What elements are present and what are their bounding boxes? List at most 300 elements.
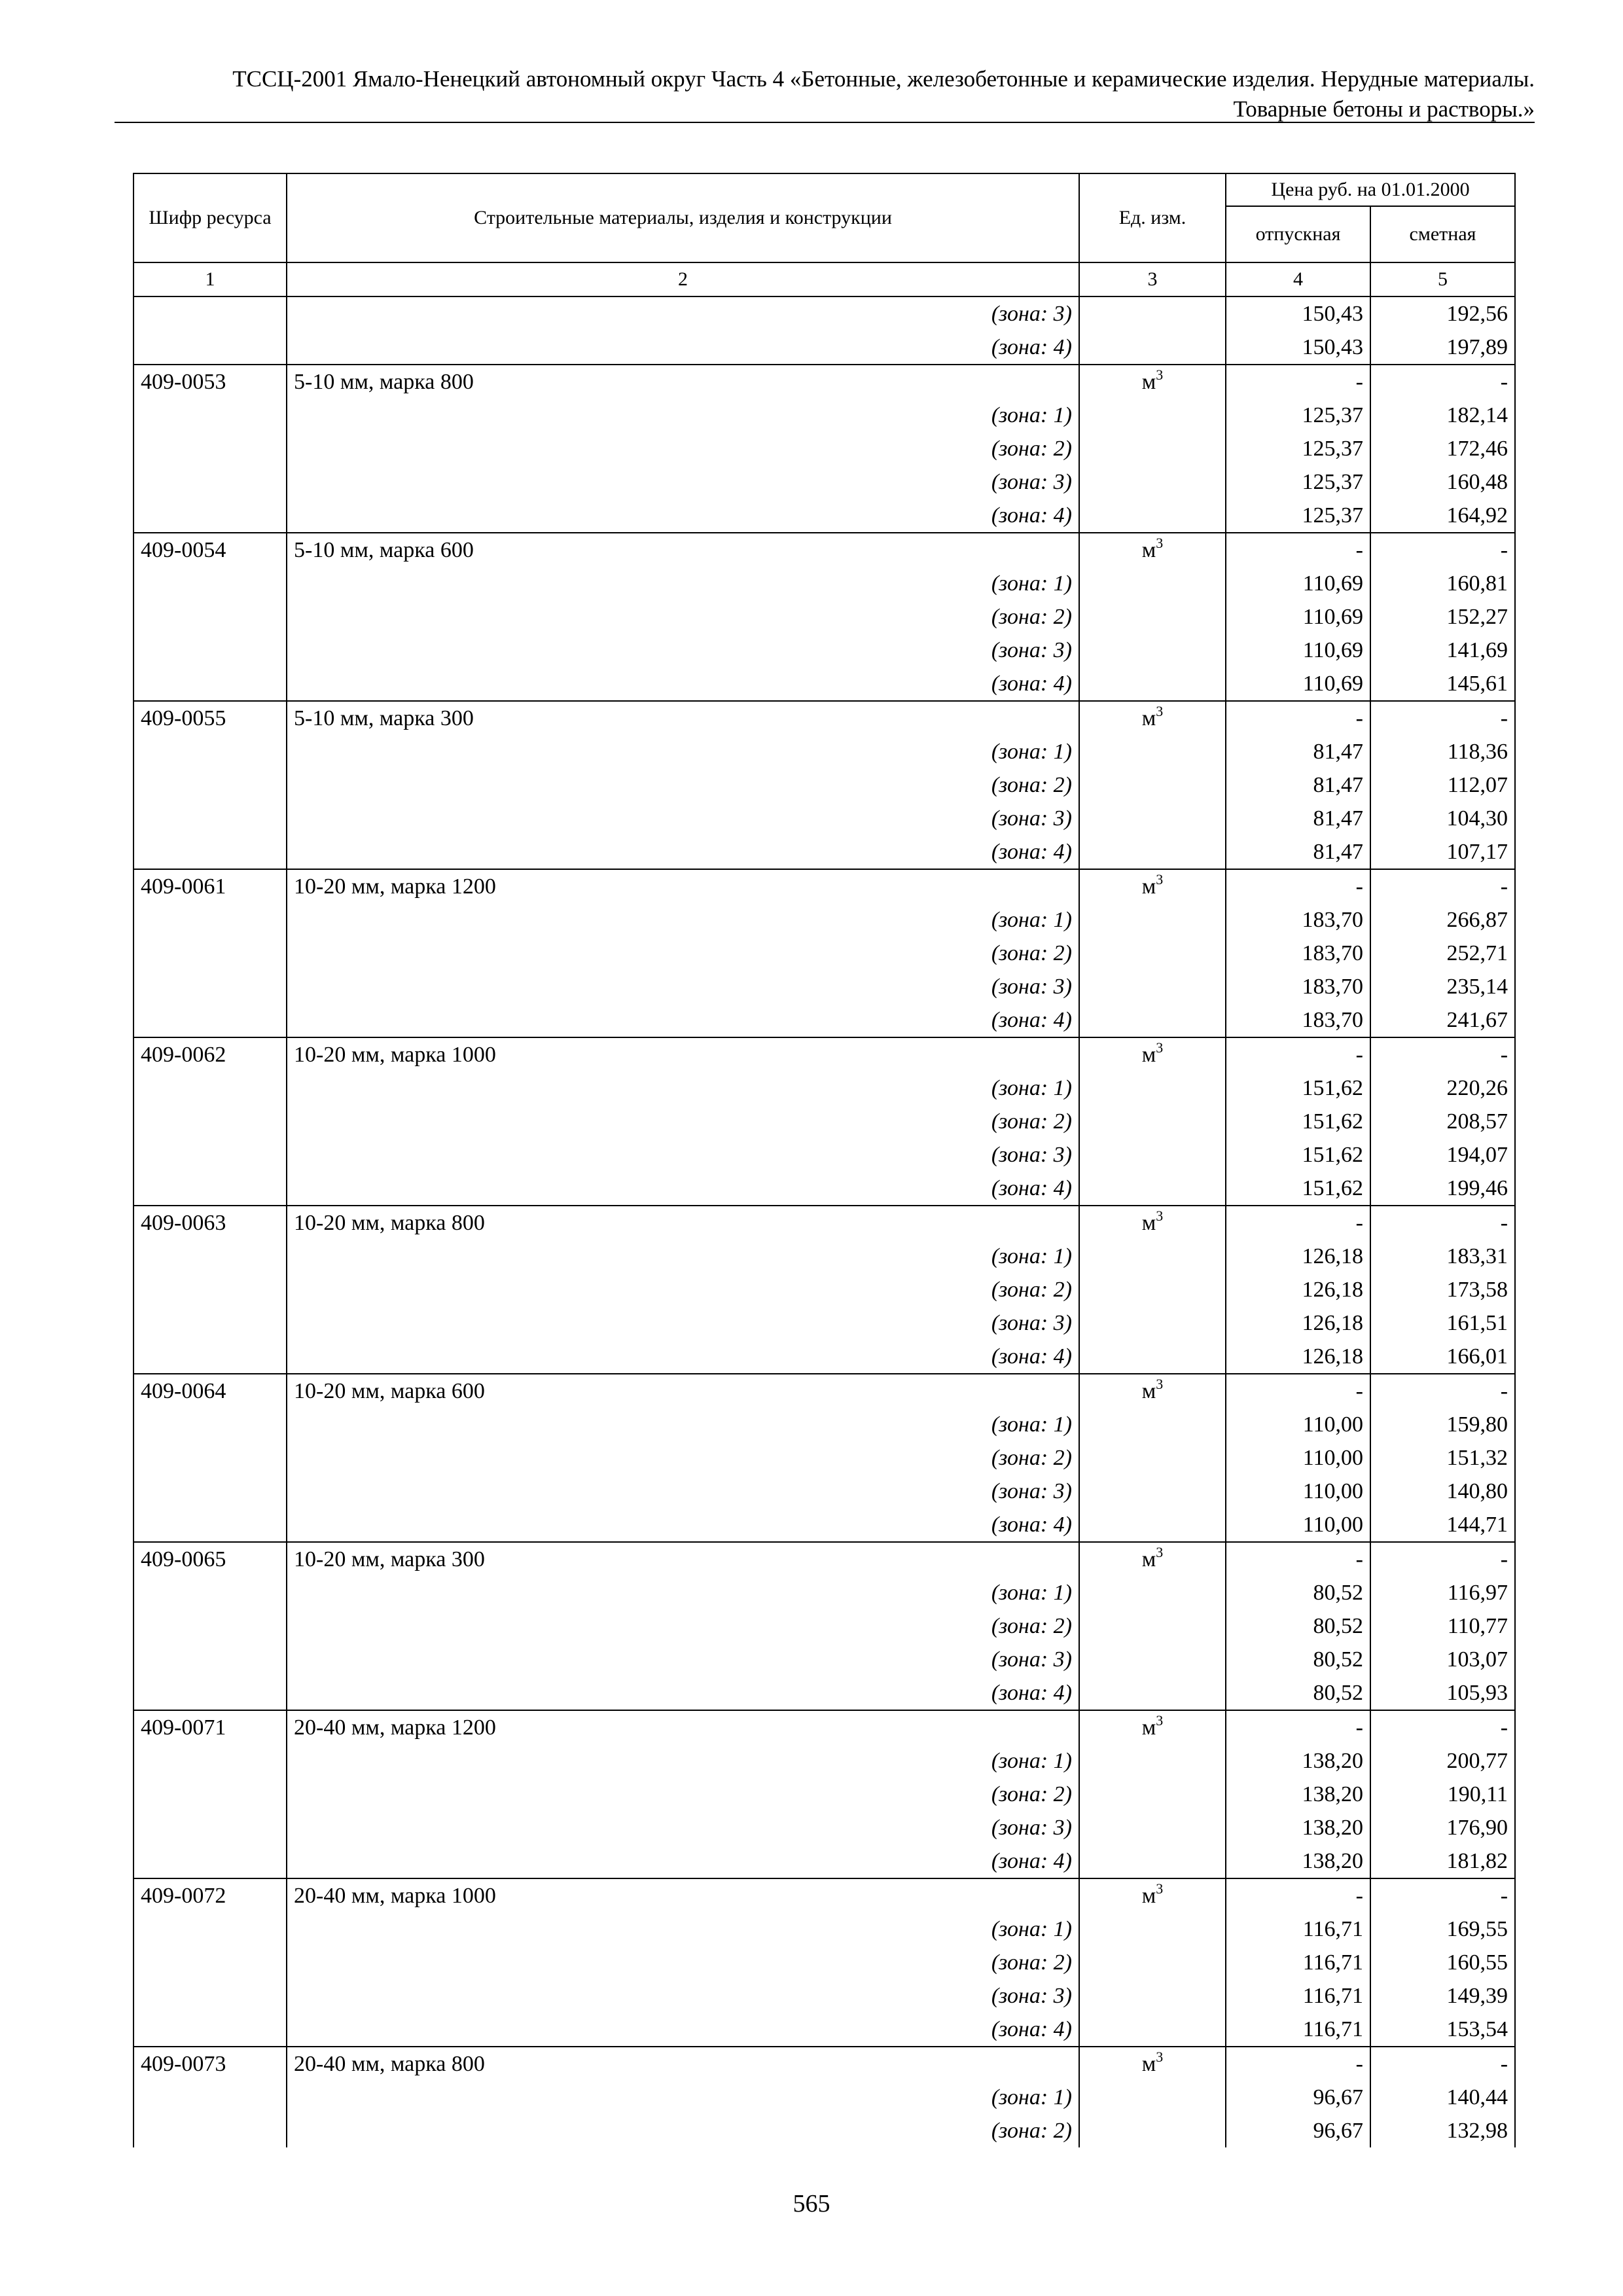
material-name: 5-10 мм, марка 300 xyxy=(287,701,1079,735)
table-row xyxy=(134,1037,1515,1071)
release-price: 96,67 xyxy=(1226,2114,1370,2147)
resource-code-cell xyxy=(134,937,287,970)
material-name: 10-20 мм, марка 600 xyxy=(287,1374,1079,1408)
release-price: 151,62 xyxy=(1226,1071,1370,1105)
zone-label: (зона: 1) xyxy=(287,399,1079,432)
material-name: 20-40 мм, марка 1200 xyxy=(287,1710,1079,1744)
resource-code-cell xyxy=(134,1273,287,1306)
release-price: 183,70 xyxy=(1226,970,1370,1003)
release-price: 110,69 xyxy=(1226,600,1370,634)
table-row xyxy=(134,1643,1515,1676)
zone-label: (зона: 2) xyxy=(287,937,1079,970)
unit-exponent: 3 xyxy=(1156,1039,1164,1056)
resource-code: 409-0061 xyxy=(134,869,287,903)
release-price: 138,20 xyxy=(1226,1744,1370,1778)
resource-code-cell xyxy=(134,1172,287,1206)
material-name: 10-20 мм, марка 1000 xyxy=(287,1037,1079,1071)
zone-label: (зона: 2) xyxy=(287,2114,1079,2147)
release-price: - xyxy=(1226,1878,1370,1912)
unit-cell xyxy=(1079,499,1226,533)
table-row xyxy=(134,2047,1515,2081)
unit-cell xyxy=(1079,937,1226,970)
unit-base: м xyxy=(1141,370,1156,394)
zone-label: (зона: 3) xyxy=(287,634,1079,667)
unit-exponent: 3 xyxy=(1156,1712,1164,1729)
unit-cell xyxy=(1079,1172,1226,1206)
resource-code-cell xyxy=(134,567,287,600)
table-row xyxy=(134,970,1515,1003)
zone-label: (зона: 2) xyxy=(287,1273,1079,1306)
zone-label: (зона: 2) xyxy=(287,1946,1079,1979)
zone-label: (зона: 1) xyxy=(287,1912,1079,1946)
unit-base: м xyxy=(1141,706,1156,730)
resource-code-cell xyxy=(134,667,287,701)
unit-exponent: 3 xyxy=(1156,367,1164,383)
table-row xyxy=(134,600,1515,634)
resource-code-cell xyxy=(134,296,287,331)
zone-label: (зона: 2) xyxy=(287,1609,1079,1643)
estimate-price: 220,26 xyxy=(1370,1071,1515,1105)
zone-label: (зона: 3) xyxy=(287,802,1079,835)
unit-base: м xyxy=(1141,1379,1156,1403)
table-row xyxy=(134,2081,1515,2114)
table-row xyxy=(134,1105,1515,1138)
price-table xyxy=(133,173,1516,2147)
estimate-price: - xyxy=(1370,1374,1515,1408)
release-price: 110,00 xyxy=(1226,1508,1370,1542)
unit-base: м xyxy=(1141,538,1156,562)
unit-cell xyxy=(1079,1273,1226,1306)
estimate-price: 132,98 xyxy=(1370,2114,1515,2147)
zone-label: (зона: 2) xyxy=(287,600,1079,634)
resource-code-cell xyxy=(134,1240,287,1273)
release-price: - xyxy=(1226,869,1370,903)
release-price: - xyxy=(1226,365,1370,399)
resource-code: 409-0072 xyxy=(134,1878,287,1912)
unit-cell xyxy=(1079,533,1226,567)
unit-exponent: 3 xyxy=(1156,871,1164,888)
resource-code-cell xyxy=(134,1609,287,1643)
table-row xyxy=(134,1071,1515,1105)
release-price: 96,67 xyxy=(1226,2081,1370,2114)
zone-label: (зона: 4) xyxy=(287,1508,1079,1542)
resource-code-cell xyxy=(134,1441,287,1475)
material-name: 10-20 мм, марка 1200 xyxy=(287,869,1079,903)
release-price: 80,52 xyxy=(1226,1676,1370,1710)
resource-code: 409-0065 xyxy=(134,1542,287,1576)
resource-code-cell xyxy=(134,1844,287,1878)
estimate-price: 166,01 xyxy=(1370,1340,1515,1374)
estimate-price: 161,51 xyxy=(1370,1306,1515,1340)
unit-cell xyxy=(1079,1340,1226,1374)
table-row xyxy=(134,1744,1515,1778)
zone-label: (зона: 3) xyxy=(287,1811,1079,1844)
unit-cell xyxy=(1079,1710,1226,1744)
unit-cell xyxy=(1079,869,1226,903)
unit-exponent: 3 xyxy=(1156,1376,1164,1392)
estimate-price: 160,48 xyxy=(1370,465,1515,499)
resource-code-cell xyxy=(134,1071,287,1105)
resource-code-cell xyxy=(134,1340,287,1374)
header-code: Шифр ресурса xyxy=(134,173,287,262)
estimate-price: - xyxy=(1370,1542,1515,1576)
estimate-price: 144,71 xyxy=(1370,1508,1515,1542)
resource-code: 409-0053 xyxy=(134,365,287,399)
unit-cell xyxy=(1079,1003,1226,1037)
table-row xyxy=(134,903,1515,937)
release-price: 110,69 xyxy=(1226,667,1370,701)
table-row xyxy=(134,1778,1515,1811)
estimate-price: 151,32 xyxy=(1370,1441,1515,1475)
header-line-2: Товарные бетоны и растворы.» xyxy=(1233,96,1535,122)
release-price: 116,71 xyxy=(1226,1979,1370,2013)
release-price: 80,52 xyxy=(1226,1643,1370,1676)
release-price: 138,20 xyxy=(1226,1778,1370,1811)
release-price: 151,62 xyxy=(1226,1138,1370,1172)
table-row xyxy=(134,667,1515,701)
resource-code-cell xyxy=(134,1475,287,1508)
release-price: - xyxy=(1226,1206,1370,1240)
unit-exponent: 3 xyxy=(1156,535,1164,551)
unit-base: м xyxy=(1141,1884,1156,1908)
column-number: 1 xyxy=(134,262,287,296)
resource-code-cell xyxy=(134,2081,287,2114)
table-row xyxy=(134,499,1515,533)
release-price: - xyxy=(1226,701,1370,735)
estimate-price: - xyxy=(1370,1878,1515,1912)
table-body xyxy=(134,296,1515,2147)
column-number: 2 xyxy=(287,262,1079,296)
zone-label: (зона: 3) xyxy=(287,1138,1079,1172)
resource-code-cell xyxy=(134,1138,287,1172)
table-row xyxy=(134,399,1515,432)
header-price-group: Цена руб. на 01.01.2000 xyxy=(1226,173,1515,206)
estimate-price: 266,87 xyxy=(1370,903,1515,937)
resource-code-cell xyxy=(134,768,287,802)
unit-exponent: 3 xyxy=(1156,1544,1164,1560)
table-row xyxy=(134,937,1515,970)
table-row xyxy=(134,1172,1515,1206)
material-name: 20-40 мм, марка 1000 xyxy=(287,1878,1079,1912)
resource-code: 409-0063 xyxy=(134,1206,287,1240)
unit-cell xyxy=(1079,1878,1226,1912)
header-line-1: ТССЦ-2001 Ямало-Ненецкий автономный округ Часть 4 «Бетонные, железобетонные и керамические изделия. Нерудные материалы. xyxy=(232,66,1535,92)
unit-cell xyxy=(1079,701,1226,735)
table-header xyxy=(134,173,1515,296)
zone-label: (зона: 4) xyxy=(287,1172,1079,1206)
resource-code-cell xyxy=(134,1306,287,1340)
unit-cell xyxy=(1079,1037,1226,1071)
table-row xyxy=(134,835,1515,869)
unit-cell xyxy=(1079,567,1226,600)
resource-code-cell xyxy=(134,432,287,465)
table-row xyxy=(134,1408,1515,1441)
header-price-release: отпускная xyxy=(1226,206,1370,262)
unit-exponent: 3 xyxy=(1156,2049,1164,2065)
header-unit: Ед. изм. xyxy=(1079,173,1226,262)
unit-cell xyxy=(1079,432,1226,465)
release-price: 110,69 xyxy=(1226,634,1370,667)
release-price: 80,52 xyxy=(1226,1609,1370,1643)
table-row xyxy=(134,634,1515,667)
zone-label: (зона: 4) xyxy=(287,1003,1079,1037)
unit-exponent: 3 xyxy=(1156,703,1164,719)
zone-label: (зона: 2) xyxy=(287,1778,1079,1811)
estimate-price: 159,80 xyxy=(1370,1408,1515,1441)
zone-label: (зона: 4) xyxy=(287,1844,1079,1878)
unit-cell xyxy=(1079,1105,1226,1138)
table-row xyxy=(134,1609,1515,1643)
estimate-price: 181,82 xyxy=(1370,1844,1515,1878)
unit-base: м xyxy=(1141,1211,1156,1235)
resource-code-cell xyxy=(134,1105,287,1138)
unit-base: м xyxy=(1141,874,1156,899)
release-price: 125,37 xyxy=(1226,432,1370,465)
unit-cell xyxy=(1079,1643,1226,1676)
table-row xyxy=(134,331,1515,365)
unit-cell xyxy=(1079,1844,1226,1878)
resource-code-cell xyxy=(134,1946,287,1979)
zone-label: (зона: 1) xyxy=(287,2081,1079,2114)
zone-label: (зона: 1) xyxy=(287,1576,1079,1609)
release-price: 151,62 xyxy=(1226,1172,1370,1206)
unit-cell xyxy=(1079,2114,1226,2147)
resource-code-cell xyxy=(134,2114,287,2147)
release-price: 116,71 xyxy=(1226,1946,1370,1979)
unit-cell xyxy=(1079,600,1226,634)
unit-cell xyxy=(1079,835,1226,869)
release-price: 150,43 xyxy=(1226,296,1370,331)
estimate-price: 112,07 xyxy=(1370,768,1515,802)
unit-cell xyxy=(1079,970,1226,1003)
zone-label: (зона: 2) xyxy=(287,432,1079,465)
table-row xyxy=(134,567,1515,600)
release-price: 110,00 xyxy=(1226,1408,1370,1441)
estimate-price: 183,31 xyxy=(1370,1240,1515,1273)
estimate-price: 208,57 xyxy=(1370,1105,1515,1138)
unit-cell xyxy=(1079,1508,1226,1542)
zone-label: (зона: 4) xyxy=(287,1340,1079,1374)
zone-label: (зона: 1) xyxy=(287,903,1079,937)
estimate-price: - xyxy=(1370,1710,1515,1744)
release-price: 110,69 xyxy=(1226,567,1370,600)
unit-base: м xyxy=(1141,1715,1156,1740)
release-price: 81,47 xyxy=(1226,768,1370,802)
unit-cell xyxy=(1079,2081,1226,2114)
unit-base: м xyxy=(1141,1547,1156,1571)
unit-cell xyxy=(1079,365,1226,399)
release-price: 125,37 xyxy=(1226,399,1370,432)
zone-label: (зона: 3) xyxy=(287,1643,1079,1676)
release-price: 138,20 xyxy=(1226,1811,1370,1844)
column-number: 3 xyxy=(1079,262,1226,296)
unit-cell xyxy=(1079,2047,1226,2081)
estimate-price: 160,55 xyxy=(1370,1946,1515,1979)
table-row xyxy=(134,1240,1515,1273)
unit-base: м xyxy=(1141,2052,1156,2076)
unit-cell xyxy=(1079,399,1226,432)
zone-label: (зона: 1) xyxy=(287,567,1079,600)
release-price: - xyxy=(1226,1710,1370,1744)
zone-label: (зона: 4) xyxy=(287,2013,1079,2047)
zone-label: (зона: 3) xyxy=(287,1475,1079,1508)
table-row xyxy=(134,1542,1515,1576)
unit-cell xyxy=(1079,1542,1226,1576)
resource-code-cell xyxy=(134,903,287,937)
zone-label: (зона: 4) xyxy=(287,835,1079,869)
release-price: 126,18 xyxy=(1226,1240,1370,1273)
resource-code: 409-0055 xyxy=(134,701,287,735)
estimate-price: 182,14 xyxy=(1370,399,1515,432)
estimate-price: 116,97 xyxy=(1370,1576,1515,1609)
resource-code-cell xyxy=(134,1979,287,2013)
unit-exponent: 3 xyxy=(1156,1208,1164,1224)
estimate-price: - xyxy=(1370,365,1515,399)
unit-cell xyxy=(1079,802,1226,835)
column-number: 4 xyxy=(1226,262,1370,296)
estimate-price: 141,69 xyxy=(1370,634,1515,667)
table-row xyxy=(134,465,1515,499)
release-price: - xyxy=(1226,2047,1370,2081)
resource-code: 409-0062 xyxy=(134,1037,287,1071)
resource-code-cell xyxy=(134,1811,287,1844)
table-row xyxy=(134,365,1515,399)
unit-cell xyxy=(1079,1475,1226,1508)
resource-code-cell xyxy=(134,2013,287,2047)
table-row xyxy=(134,1340,1515,1374)
zone-label: (зона: 1) xyxy=(287,1744,1079,1778)
unit-cell xyxy=(1079,1609,1226,1643)
zone-label: (зона: 2) xyxy=(287,768,1079,802)
zone-label: (зона: 1) xyxy=(287,735,1079,768)
resource-code-cell xyxy=(134,802,287,835)
estimate-price: 140,44 xyxy=(1370,2081,1515,2114)
resource-code-cell xyxy=(134,1508,287,1542)
resource-code-cell xyxy=(134,835,287,869)
resource-code-cell xyxy=(134,1676,287,1710)
unit-cell xyxy=(1079,735,1226,768)
unit-base: м xyxy=(1141,1043,1156,1067)
release-price: 138,20 xyxy=(1226,1844,1370,1878)
resource-code-cell xyxy=(134,735,287,768)
resource-code-cell xyxy=(134,1643,287,1676)
unit-cell xyxy=(1079,296,1226,331)
table-row xyxy=(134,1811,1515,1844)
table-row xyxy=(134,701,1515,735)
resource-code-cell xyxy=(134,465,287,499)
release-price: 110,00 xyxy=(1226,1441,1370,1475)
resource-code-cell xyxy=(134,399,287,432)
table-row xyxy=(134,2013,1515,2047)
unit-cell xyxy=(1079,768,1226,802)
resource-code-cell xyxy=(134,1576,287,1609)
release-price: 151,62 xyxy=(1226,1105,1370,1138)
zone-label: (зона: 3) xyxy=(287,465,1079,499)
resource-code-cell xyxy=(134,600,287,634)
resource-code: 409-0064 xyxy=(134,1374,287,1408)
unit-cell xyxy=(1079,1676,1226,1710)
estimate-price: 104,30 xyxy=(1370,802,1515,835)
estimate-price: 107,17 xyxy=(1370,835,1515,869)
table-row xyxy=(134,1138,1515,1172)
estimate-price: 194,07 xyxy=(1370,1138,1515,1172)
unit-cell xyxy=(1079,465,1226,499)
table-row xyxy=(134,2114,1515,2147)
table-row xyxy=(134,296,1515,331)
estimate-price: 103,07 xyxy=(1370,1643,1515,1676)
estimate-price: 192,56 xyxy=(1370,296,1515,331)
resource-code-cell xyxy=(134,1912,287,1946)
unit-cell xyxy=(1079,1778,1226,1811)
zone-label: (зона: 4) xyxy=(287,499,1079,533)
unit-exponent: 3 xyxy=(1156,1880,1164,1897)
release-price: 126,18 xyxy=(1226,1273,1370,1306)
resource-code-cell xyxy=(134,1408,287,1441)
estimate-price: 235,14 xyxy=(1370,970,1515,1003)
unit-cell xyxy=(1079,634,1226,667)
resource-code-cell xyxy=(134,970,287,1003)
unit-cell xyxy=(1079,1441,1226,1475)
release-price: 110,00 xyxy=(1226,1475,1370,1508)
release-price: 125,37 xyxy=(1226,499,1370,533)
release-price: 183,70 xyxy=(1226,903,1370,937)
estimate-price: 164,92 xyxy=(1370,499,1515,533)
estimate-price: - xyxy=(1370,869,1515,903)
estimate-price: 152,27 xyxy=(1370,600,1515,634)
zone-label: (зона: 1) xyxy=(287,1408,1079,1441)
table-row xyxy=(134,1508,1515,1542)
material-name: 20-40 мм, марка 800 xyxy=(287,2047,1079,2081)
table-row xyxy=(134,432,1515,465)
resource-code: 409-0054 xyxy=(134,533,287,567)
table-row xyxy=(134,1306,1515,1340)
table-row xyxy=(134,1710,1515,1744)
zone-label: (зона: 1) xyxy=(287,1240,1079,1273)
zone-label: (зона: 3) xyxy=(287,1979,1079,2013)
unit-cell xyxy=(1079,2013,1226,2047)
resource-code: 409-0071 xyxy=(134,1710,287,1744)
table-row xyxy=(134,1374,1515,1408)
release-price: 81,47 xyxy=(1226,802,1370,835)
estimate-price: 173,58 xyxy=(1370,1273,1515,1306)
unit-cell xyxy=(1079,903,1226,937)
unit-cell xyxy=(1079,1946,1226,1979)
column-number: 5 xyxy=(1370,262,1515,296)
release-price: 183,70 xyxy=(1226,937,1370,970)
table-row xyxy=(134,1912,1515,1946)
release-price: 81,47 xyxy=(1226,835,1370,869)
estimate-price: - xyxy=(1370,701,1515,735)
unit-cell xyxy=(1079,1306,1226,1340)
estimate-price: - xyxy=(1370,1206,1515,1240)
estimate-price: 153,54 xyxy=(1370,2013,1515,2047)
estimate-price: 160,81 xyxy=(1370,567,1515,600)
table-row xyxy=(134,1441,1515,1475)
material-name: 10-20 мм, марка 800 xyxy=(287,1206,1079,1240)
estimate-price: 252,71 xyxy=(1370,937,1515,970)
release-price: 126,18 xyxy=(1226,1306,1370,1340)
release-price: - xyxy=(1226,533,1370,567)
estimate-price: 140,80 xyxy=(1370,1475,1515,1508)
resource-code-cell xyxy=(134,499,287,533)
estimate-price: 199,46 xyxy=(1370,1172,1515,1206)
estimate-price: 172,46 xyxy=(1370,432,1515,465)
release-price: 116,71 xyxy=(1226,2013,1370,2047)
unit-cell xyxy=(1079,1206,1226,1240)
unit-cell xyxy=(1079,1912,1226,1946)
page-header xyxy=(115,64,1535,124)
resource-code-cell xyxy=(134,1003,287,1037)
